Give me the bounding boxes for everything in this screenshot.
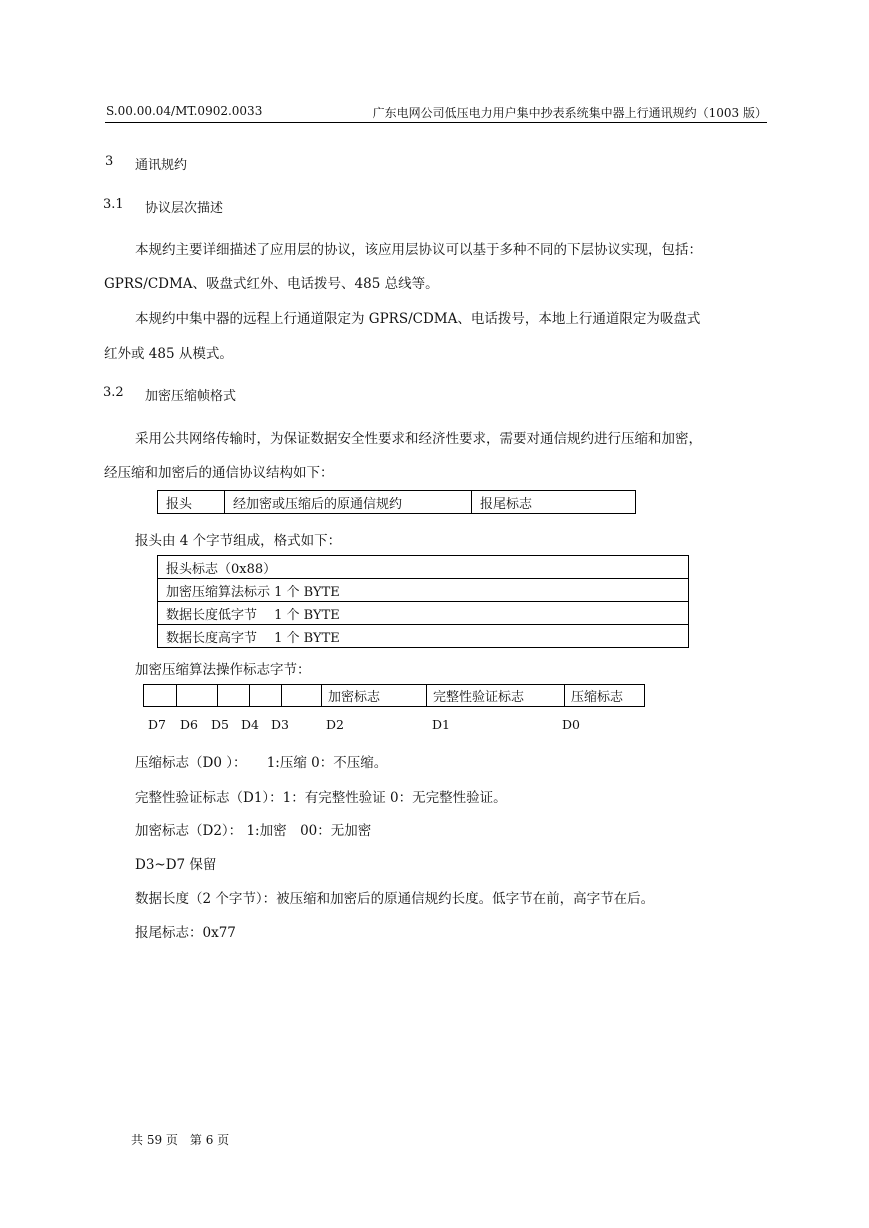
length-high-cell: 数据长度高字节 1 个 BYTE [158,625,689,648]
header-intro: 报头由 4 个字节组成，格式如下： [135,533,342,549]
section-3-title: 通讯规约 [135,158,188,173]
table-row [158,602,689,625]
section-3-1-number: 3.1 [103,197,124,212]
note-integrity-flag: 完整性验证标志（D1）：1：有完整性验证 0：无完整性验证。 [135,790,507,806]
table-row [158,579,689,602]
doc-code: S.00.00.04/MT.0902.0033 [106,104,263,118]
frame-body-cell: 经加密或压缩后的原通信规约 [225,491,472,514]
doc-title: 广东电网公司低压电力用户集中抄表系统集中器上行通讯规约（1003 版） [372,106,767,120]
frame-header-cell: 报头 [158,491,225,514]
table-row [144,685,645,707]
bit-label-d0: D0 [562,717,580,732]
section-3-2-title: 加密压缩帧格式 [145,389,237,404]
bit-label-d3: D3 [271,717,289,732]
op-byte-intro: 加密压缩算法操作标志字节： [135,662,311,678]
section-3-1-title: 协议层次描述 [145,201,224,216]
bit-d4-cell [250,685,282,707]
bit-flag-table [143,684,645,707]
frame-trailer-cell: 报尾标志 [472,491,636,514]
header-format-table [157,555,689,648]
bit-label-d7: D7 [148,717,166,732]
algorithm-cell: 加密压缩算法标示 1 个 BYTE [158,579,689,602]
note-data-length: 数据长度（2 个字节）：被压缩和加密后的原通信规约长度。低字节在前，高字节在后。 [135,891,655,907]
para-3-1-a-line2: GPRS/CDMA、吸盘式红外、电话拨号、485 总线等。 [104,276,439,292]
note-encrypt-flag: 加密标志（D2）： 1:加密 00：无加密 [135,823,372,839]
para-3-2-a-line1: 采用公共网络传输时，为保证数据安全性要求和经济性要求，需要对通信规约进行压缩和加密， [135,431,702,447]
section-3-number: 3 [105,154,114,169]
bit-label-d1: D1 [432,717,450,732]
bit-d3-cell [282,685,322,707]
header-rule [105,122,767,123]
bit-label-d5: D5 [211,717,229,732]
para-3-1-a-line1: 本规约主要详细描述了应用层的协议，该应用层协议可以基于多种不同的下层协议实现，包括： [135,242,702,258]
bit-d7-cell [144,685,177,707]
bit-d0-cell: 压缩标志 [565,685,645,707]
header-flag-cell: 报头标志（0x88） [158,556,689,579]
section-3-2-number: 3.2 [103,385,124,400]
para-3-1-b-line2: 红外或 485 从模式。 [104,346,233,362]
bit-d2-cell: 加密标志 [322,685,427,707]
bit-label-d4: D4 [241,717,259,732]
bit-label-d2: D2 [326,717,344,732]
para-3-1-b-line1: 本规约中集中器的远程上行通道限定为 GPRS/CDMA、电话拨号，本地上行通道限定为吸盘式 [135,311,701,327]
note-compress-flag: 压缩标志（D0 ）： 1:压缩 0：不压缩。 [135,755,388,771]
length-low-cell: 数据长度低字节 1 个 BYTE [158,602,689,625]
table-row [158,625,689,648]
bit-d5-cell [218,685,250,707]
note-trailer-flag: 报尾标志：0x77 [135,925,236,941]
table-row [158,491,636,514]
bit-d6-cell [177,685,218,707]
bit-label-d6: D6 [180,717,198,732]
table-row [158,556,689,579]
bit-d1-cell: 完整性验证标志 [427,685,565,707]
note-reserved-bits: D3~D7 保留 [135,857,217,873]
page-number: 共 59 页 第 6 页 [131,1133,230,1147]
para-3-2-a-line2: 经压缩和加密后的通信协议结构如下： [104,465,334,481]
frame-structure-table [157,490,636,514]
